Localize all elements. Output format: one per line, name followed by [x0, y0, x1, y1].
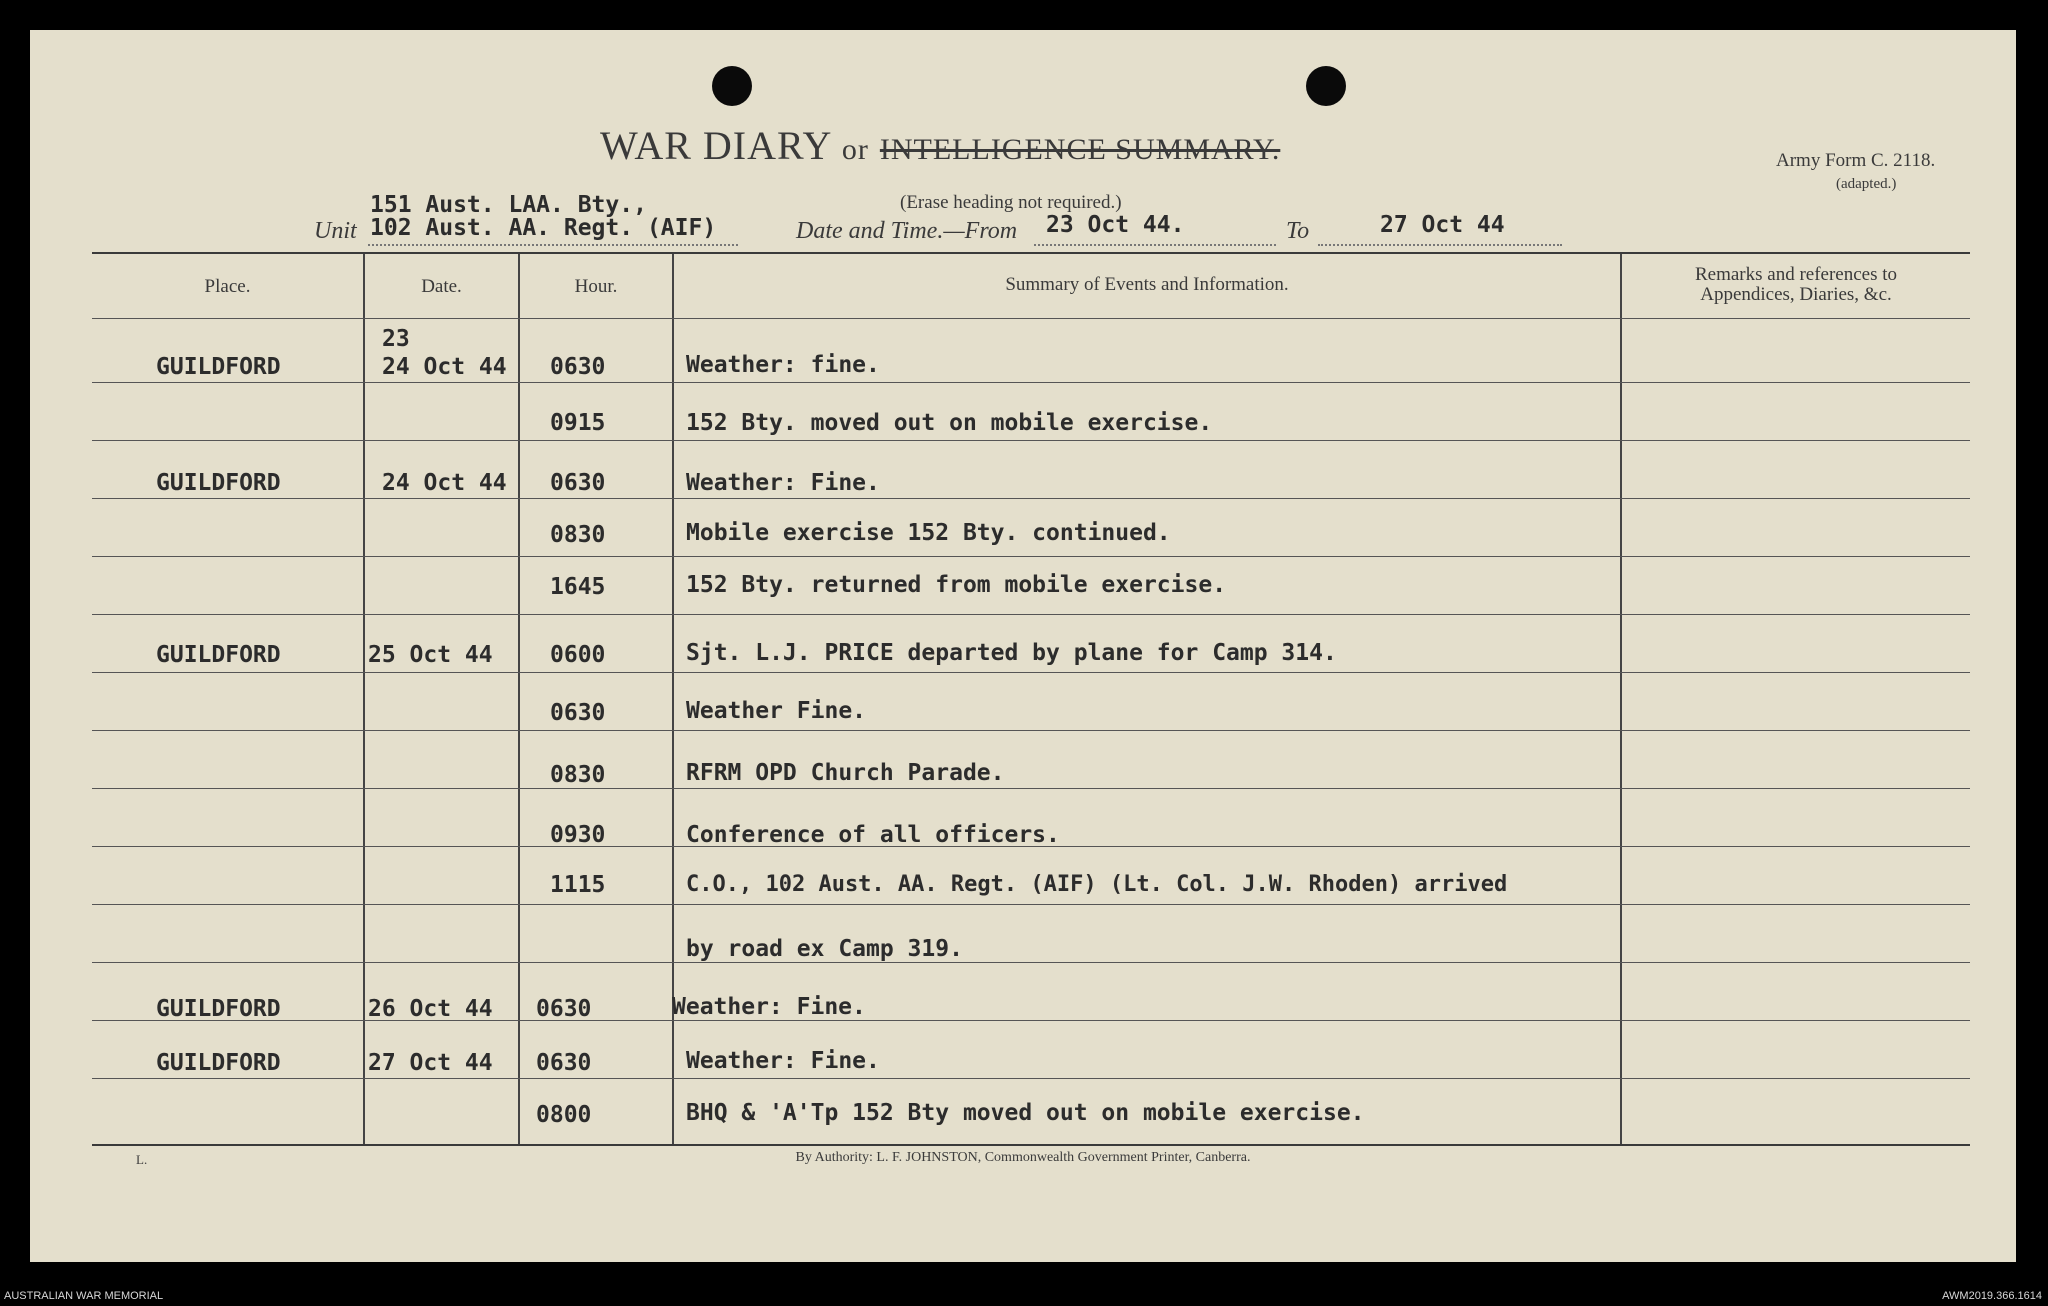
summary-cell: Weather: Fine. [686, 1048, 880, 1074]
hour-cell: 0630 [550, 354, 606, 380]
hour-cell: 1115 [550, 872, 606, 898]
erase-note: (Erase heading not required.) [900, 192, 1122, 213]
col-header-hour: Hour. [574, 276, 618, 297]
hour-cell: 0630 [550, 700, 606, 726]
unit-line-2: 102 Aust. AA. Regt. (AIF) [370, 215, 717, 241]
col-divider [1620, 254, 1622, 1144]
table-bottom-rule [92, 1144, 1970, 1146]
row-rule [92, 382, 1970, 383]
summary-cell: Mobile exercise 152 Bty. continued. [686, 520, 1171, 546]
row-rule [92, 788, 1970, 789]
summary-cell: C.O., 102 Aust. AA. Regt. (AIF) (Lt. Col. J.W. Rhoden) arrived [686, 872, 1508, 897]
hour-cell: 0630 [536, 1050, 592, 1076]
row-rule [92, 614, 1970, 615]
col-divider [363, 254, 365, 1144]
row-rule [92, 730, 1970, 731]
army-form-ref: Army Form C. 2118. [1776, 150, 1936, 171]
col-divider [518, 254, 520, 1144]
col-header-remarks-2: Appendices, Diaries, &c. [1700, 284, 1892, 305]
summary-cell: Weather: Fine. [672, 994, 866, 1020]
to-label: To [1286, 218, 1310, 244]
place-cell: GUILDFORD [156, 354, 281, 380]
footer-left-mark: L. [136, 1152, 148, 1167]
summary-cell: 152 Bty. returned from mobile exercise. [686, 572, 1227, 598]
war-diary-heading: WAR DIARY [600, 123, 831, 168]
hour-cell: 0915 [550, 410, 606, 436]
diary-page [30, 30, 2016, 1262]
punch-hole [1306, 66, 1346, 106]
summary-cell: Weather: Fine. [686, 470, 880, 496]
unit-label: Unit [314, 218, 357, 244]
date-cell: 27 Oct 44 [368, 1050, 493, 1076]
to-underline [1318, 244, 1562, 246]
row-rule [92, 904, 1970, 905]
hour-cell: 1645 [550, 574, 606, 600]
hour-cell: 0930 [550, 822, 606, 848]
summary-cell: Weather Fine. [686, 698, 867, 724]
col-header-date: Date. [421, 276, 462, 297]
page-title [600, 122, 1280, 169]
row-rule [92, 440, 1970, 441]
or-word: or [841, 133, 869, 166]
row-rule [92, 556, 1970, 557]
col-header-summary: Summary of Events and Information. [1005, 274, 1289, 295]
date-cell-top: 23 [382, 326, 410, 352]
table-top-rule [92, 252, 1970, 254]
printer-authority: By Authority: L. F. JOHNSTON, Commonwealth Government Printer, Canberra. [795, 1150, 1251, 1165]
date-cell: 26 Oct 44 [368, 996, 493, 1022]
hour-cell: 0800 [536, 1102, 592, 1128]
row-rule [92, 672, 1970, 673]
row-rule [92, 1078, 1970, 1079]
summary-cell: BHQ & 'A'Tp 152 Bty moved out on mobile exercise. [686, 1100, 1365, 1126]
hour-cell: 0600 [550, 642, 606, 668]
archive-caption-right: AWM2019.366.1614 [1942, 1290, 2042, 1302]
date-cell: 24 Oct 44 [382, 470, 507, 496]
army-form-sub: (adapted.) [1836, 176, 1897, 192]
col-header-place: Place. [204, 276, 251, 297]
place-cell: GUILDFORD [156, 470, 281, 496]
col-header-remarks-1: Remarks and references to [1694, 264, 1898, 285]
struck-heading: INTELLIGENCE SUMMARY. [879, 133, 1281, 166]
hour-cell: 0830 [550, 522, 606, 548]
hour-cell: 0830 [550, 762, 606, 788]
summary-cell: Conference of all officers. [686, 822, 1060, 848]
summary-cell: Sjt. L.J. PRICE departed by plane for Camp 314. [686, 640, 1337, 666]
unit-underline [368, 244, 738, 246]
hour-cell: 0630 [550, 470, 606, 496]
place-cell: GUILDFORD [156, 1050, 281, 1076]
row-rule [92, 962, 1970, 963]
row-rule [92, 318, 1970, 319]
date-to: 27 Oct 44 [1380, 212, 1505, 238]
unit-line-1: 151 Aust. LAA. Bty., [370, 192, 647, 218]
date-time-label: Date and Time.—From [796, 218, 1018, 244]
place-cell: GUILDFORD [156, 996, 281, 1022]
summary-cell: Weather: fine. [686, 352, 880, 378]
summary-cell: RFRM OPD Church Parade. [686, 760, 1005, 786]
date-cell: 25 Oct 44 [368, 642, 493, 668]
archive-caption-left: AUSTRALIAN WAR MEMORIAL [4, 1290, 164, 1302]
from-underline [1034, 244, 1276, 246]
summary-cell: by road ex Camp 319. [686, 936, 963, 962]
date-from: 23 Oct 44. [1046, 212, 1185, 238]
summary-cell: 152 Bty. moved out on mobile exercise. [686, 410, 1213, 436]
punch-hole [712, 66, 752, 106]
date-cell: 24 Oct 44 [382, 354, 507, 380]
hour-cell: 0630 [536, 996, 592, 1022]
row-rule [92, 498, 1970, 499]
place-cell: GUILDFORD [156, 642, 281, 668]
